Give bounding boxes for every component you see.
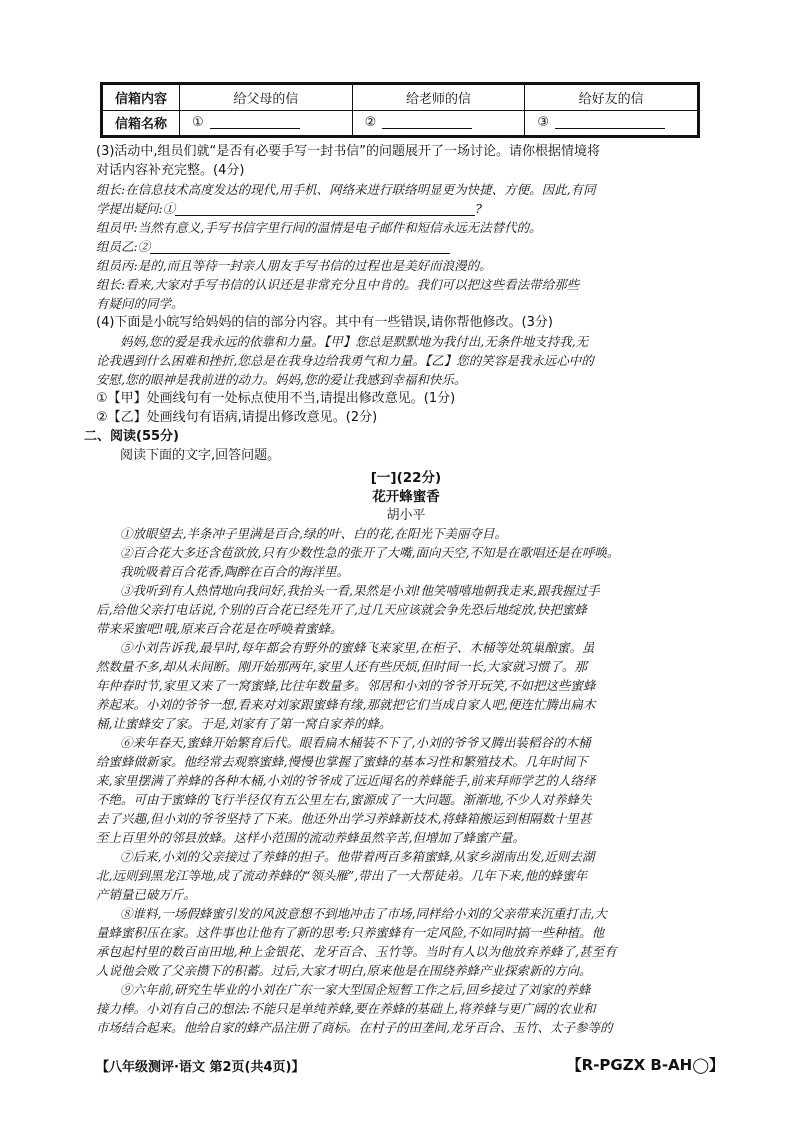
passage-line: ①放眼望去,半条冲子里满是百合,绿的叶、白的花,在阳光下美丽夺目。: [120, 526, 507, 541]
passage-line: ⑧谁料,一场假蜂蜜引发的风波意想不到地冲击了市场,同样给小刘的父亲带来沉重打击,大: [120, 906, 607, 921]
q4-sub-1: ①【甲】处画线句有一处标点使用不当,请提出修改意见。(1分): [96, 391, 456, 406]
passage-line: 给蜜蜂做新家。他经常去观察蜜蜂,慢慢也掌握了蜜蜂的基本习性和繁殖技术。几年时间下: [96, 754, 588, 769]
passage-line: 市场结合起来。他给自家的蜂产品注册了商标。在村子的田垄间,龙牙百合、玉竹、太子参等的: [96, 1020, 613, 1035]
mailbox-table: [100, 82, 700, 138]
passage-line: ②百合花大多还含苞欲放,只有少数性急的张开了大嘴,面向天空,不知是在歌唱还是在呼唤。: [120, 545, 620, 560]
slot-number: ①: [192, 115, 204, 131]
part-heading: [一](22分): [370, 470, 442, 486]
member-b-line: [96, 237, 716, 256]
passage-line: 来,家里摆满了养蜂的各种木桶,小刘的爷爷成了远近闻名的养蜂能手,前来拜师学艺的人络绎: [96, 773, 596, 788]
table-header-cell: 信箱名称: [103, 110, 180, 136]
passage-line: 北,远则到黑龙江等地,成了流动养蜂的“领头雁”,带出了一大帮徒弟。几年下来,他的蜂蜜年: [96, 868, 588, 883]
passage-line: ⑤小刘告诉我,最早时,每年都会有野外的蜜蜂飞来家里,在柜子、木桶等处筑巢酿蜜。虽: [120, 640, 595, 655]
q3-prompt-cont: 对话内容补充完整。(4分): [96, 163, 245, 178]
answer-line: [382, 116, 472, 129]
leader-question: 学提出疑问:①: [96, 201, 176, 216]
passage-line: 带来采蜜吧!哦,原来百合花是在呼唤着蜜蜂。: [96, 621, 343, 636]
letter-line-1: 妈妈,您的爱是我永远的依靠和力量。【甲】您总是默默地为我付出,无条件地支持我,无: [120, 334, 589, 349]
slot-number: ③: [537, 115, 549, 131]
slot-number: ②: [364, 115, 377, 131]
passage-line: 承包起村里的数百亩田地,种上金银花、龙牙百合、玉竹等。当时有人以为他放弃养蜂了,甚至有: [96, 944, 617, 959]
leader-line-1: 组长:在信息技术高度发达的现代,用手机、网络来进行联络明显更为快捷、方便。因此,有同: [96, 182, 596, 197]
member-c-line: 组员丙:是的,而且等待一封亲人朋友手写书信的过程也是美好而浪漫的。: [96, 258, 492, 273]
table-header-cell: 信箱内容: [103, 85, 180, 111]
passage-author: 胡小平: [386, 508, 426, 523]
leader-summary-2: 有疑问的同学。: [96, 296, 184, 311]
table-cell: 给好友的信: [525, 85, 698, 111]
passage-line: 然数量不多,却从未间断。刚开始那两年,家里人还有些厌烦,但时间一长,大家就习惯了。那: [96, 659, 587, 674]
passage-line: 年仲春时节,家里又来了一窝蜜蜂,比往年数量多。邻居和小刘的爷爷开玩笑,不如把这些蜜蜂: [96, 678, 596, 693]
question-mark: ?: [475, 201, 482, 216]
footer-code: 【R-PGZX B-AH◯】: [566, 1056, 724, 1074]
answer-line: [210, 116, 300, 129]
footer-page-info: 【八年级测评·语文 第2页(共4页)】: [96, 1060, 305, 1075]
passage-line: ⑥来年春天,蜜蜂开始繁育后代。眼看扁木桶装不下了,小刘的爷爷又腾出装稻谷的木桶: [120, 735, 591, 750]
answer-blank-1[interactable]: [175, 203, 475, 216]
passage-line: 去了兴趣,但小刘的爷爷坚持了下来。他还外出学习养蜂新技术,将蜂箱搬运到相隔数十里甚: [96, 811, 592, 826]
passage-line: 至上百里外的邻县放蜂。这样小范围的流动养蜂虽然辛苦,但增加了蜂蜜产量。: [96, 830, 525, 845]
answer-slot-2[interactable]: [352, 110, 525, 136]
answer-slot-1[interactable]: [180, 110, 353, 136]
section-heading: 二、阅读(55分): [84, 429, 179, 444]
passage-line: 不绝。可由于蜜蜂的飞行半径仅有五公里左右,蜜源成了一大问题。渐渐地,不少人对养蜂失: [96, 792, 592, 807]
letter-line-3: 安慰,您的眼神是我前进的动力。妈妈,您的爱让我感到幸福和快乐。: [96, 372, 467, 387]
passage-line: 桶,让蜜蜂安了家。于是,刘家有了第一窝自家养的蜂。: [96, 716, 392, 731]
passage-line: 产销量已破万斤。: [96, 887, 197, 902]
passage-line: 养起来。小刘的爷爷一想,看来对刘家跟蜜蜂有缘,那就把它们当成自家人吧,便连忙腾出扁木: [96, 697, 596, 712]
passage-line: ⑦后来,小刘的父亲接过了养蜂的担子。他带着两百多箱蜜蜂,从家乡湖南出发,近则去湖: [120, 849, 595, 864]
passage-title: 花开蜂蜜香: [372, 489, 440, 505]
passage-line: 量蜂蜜积压在家。这件事也让他有了新的思考:只养蜜蜂有一定风险,不如同时搞一些种植。他: [96, 925, 605, 940]
table-cell: 给父母的信: [180, 85, 353, 111]
passage-line: 后,给他父亲打电话说,个别的百合花已经先开了,过几天应该就会争先恐后地绽放,快把蜜蜂: [96, 602, 587, 617]
passage-line: ③我听到有人热情地向我问好,我抬头一看,果然是小刘!他笑嘻嘻地朝我走来,跟我握过手: [120, 583, 600, 598]
passage-line: 人说他会败了父亲攒下的积蓄。过后,大家才明白,原来他是在围绕养蜂产业探索新的方向。: [96, 963, 592, 978]
member-b-label: 组员乙:②: [96, 239, 151, 254]
table-row: [103, 85, 698, 111]
leader-summary-1: 组长:看来,大家对手写书信的认识还是非常充分且中肯的。我们可以把这些看法带给那些: [96, 277, 580, 292]
table-cell: 给老师的信: [352, 85, 525, 111]
passage-line: ⑨六年前,研究生毕业的小刘在广东一家大型国企短暂工作之后,回乡接过了刘家的养蜂: [120, 982, 591, 997]
answer-slot-3[interactable]: [525, 110, 698, 136]
answer-blank-2[interactable]: [150, 241, 450, 254]
passage-line: 我吮吸着百合花香,陶醉在百合的海洋里。: [120, 564, 349, 579]
passage-line: 接力棒。小刘有自己的想法:不能只是单纯养蜂,要在养蜂的基础上,将养蜂与更广阔的农业和: [96, 1001, 596, 1016]
q4-sub-2: ②【乙】处画线句有语病,请提出修改意见。(2分): [96, 410, 378, 425]
q3-prompt: (3)活动中,组员们就“是否有必要手写一封书信”的问题展开了一场讨论。请你根据情境将: [96, 144, 601, 159]
member-a-line: 组员甲:当然有意义,手写书信字里行间的温情是电子邮件和短信永远无法替代的。: [96, 220, 542, 235]
answer-line: [555, 116, 665, 129]
letter-line-2: 论我遇到什么困难和挫折,您总是在我身边给我勇气和力量。【乙】您的笑容是我永远心中的: [96, 353, 594, 368]
q4-prompt: (4)下面是小皖写给妈妈的信的部分内容。其中有一些错误,请你帮他修改。(3分): [96, 315, 553, 330]
table-row: [103, 110, 698, 136]
reading-instruction: 阅读下面的文字,回答问题。: [120, 448, 281, 463]
leader-line-2: [96, 199, 716, 218]
